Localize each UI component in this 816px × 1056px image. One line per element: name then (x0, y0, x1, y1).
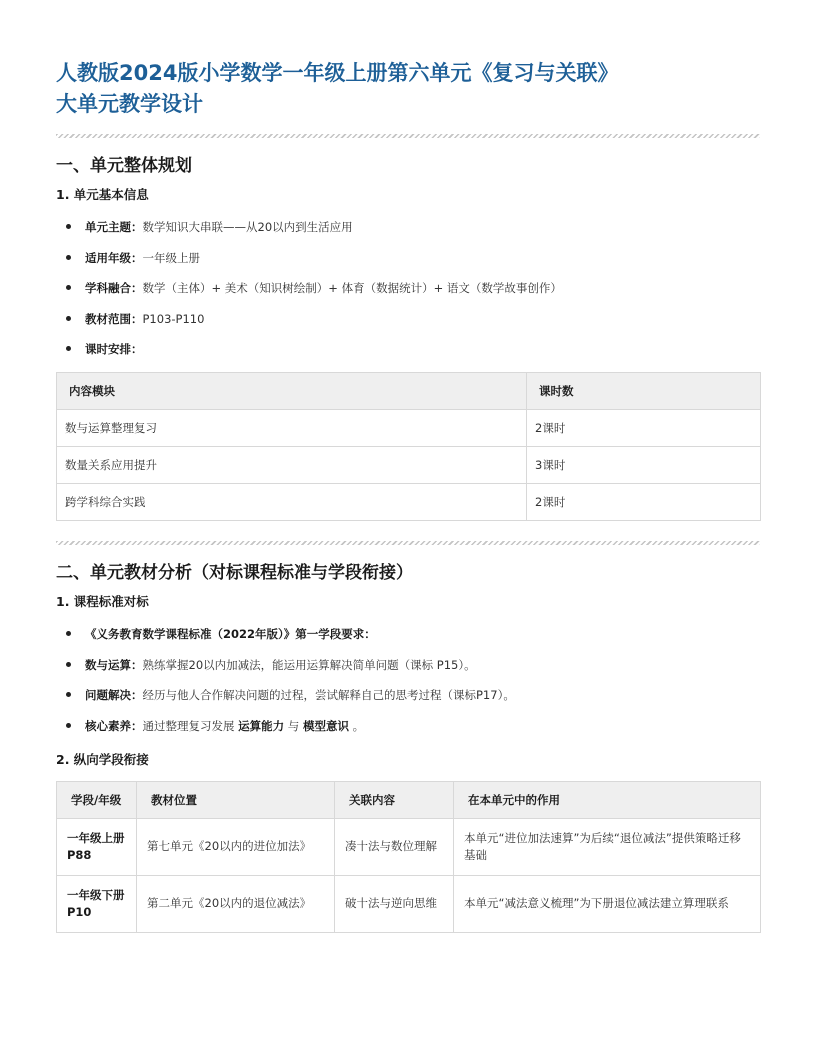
list-item-subject-integration: 学科融合：数学（主体）+ 美术（知识树绘制）+ 体育（数据统计）+ 语文（数学故事创作） (56, 279, 760, 297)
column-header: 教材位置 (137, 781, 335, 818)
table-row (57, 818, 761, 875)
table-row (57, 447, 761, 484)
table-cell: 本单元“进位加法速算”为后续“退位减法”提供策略迁移基础 (454, 818, 761, 875)
title-line-2: 大单元教学设计 (56, 92, 203, 116)
column-header: 关联内容 (335, 781, 454, 818)
table-cell: 数与运算整理复习 (57, 410, 527, 447)
table-header-row (57, 781, 761, 818)
table-cell: 第七单元《20以内的进位加法》 (137, 818, 335, 875)
table-cell: 凑十法与数位理解 (335, 818, 454, 875)
lesson-schedule-table (56, 372, 761, 521)
table-row (57, 410, 761, 447)
table-cell: 2课时 (527, 484, 761, 521)
section-divider (56, 134, 760, 138)
column-header: 内容模块 (57, 373, 527, 410)
table-cell: 跨学科综合实践 (57, 484, 527, 521)
table-header-row (57, 373, 761, 410)
subsection-basic-info-heading: 1. 单元基本信息 (56, 187, 149, 202)
section-2-heading: 二、单元教材分析（对标课程标准与学段衔接） (56, 563, 413, 583)
table-cell: 一年级上册P88 (57, 818, 137, 875)
list-item-textbook-range: 教材范围：P103-P110 (56, 310, 760, 328)
title-line-1: 人教版2024版小学数学一年级上册第六单元《复习与关联》 (56, 61, 619, 85)
basic-info-list (56, 218, 760, 358)
table-cell: 3课时 (527, 447, 761, 484)
table-cell: 数量关系应用提升 (57, 447, 527, 484)
table-cell: 一年级下册P10 (57, 875, 137, 932)
list-item-unit-theme: 单元主题：数学知识大串联——从20以内到生活应用 (56, 218, 760, 236)
table-row (57, 875, 761, 932)
table-cell: 2课时 (527, 410, 761, 447)
list-item-core-literacy: 核心素养：通过整理复习发展 运算能力 与 模型意识 。 (56, 717, 760, 735)
column-header: 在本单元中的作用 (454, 781, 761, 818)
table-cell: 本单元“减法意义梳理”为下册退位减法建立算理联系 (454, 875, 761, 932)
list-item-problem-solving: 问题解决：经历与他人合作解决问题的过程，尝试解释自己的思考过程（课标P17）。 (56, 686, 760, 704)
grade-connection-table (56, 781, 761, 933)
table-cell: 破十法与逆向思维 (335, 875, 454, 932)
list-item-grade: 适用年级：一年级上册 (56, 249, 760, 267)
list-item-standard-source: 《义务教育数学课程标准（2022年版）》第一学段要求： (56, 625, 760, 643)
subsection-grade-connection-heading: 2. 纵向学段衔接 (56, 751, 149, 767)
list-item-lesson-schedule: 课时安排： (56, 340, 760, 358)
column-header: 学段/年级 (57, 781, 137, 818)
table-row (57, 484, 761, 521)
document-page (56, 0, 760, 933)
column-header: 课时数 (527, 373, 761, 410)
list-item-number-operation: 数与运算：熟练掌握20以内加减法，能运用运算解决简单问题（课标 P15）。 (56, 656, 760, 674)
section-1-heading: 一、单元整体规划 (56, 156, 192, 176)
table-cell: 第二单元《20以内的退位减法》 (137, 875, 335, 932)
subsection-curriculum-standard-heading: 1. 课程标准对标 (56, 594, 149, 609)
curriculum-standard-list (56, 625, 760, 735)
section-divider (56, 541, 760, 545)
document-title (56, 0, 760, 120)
